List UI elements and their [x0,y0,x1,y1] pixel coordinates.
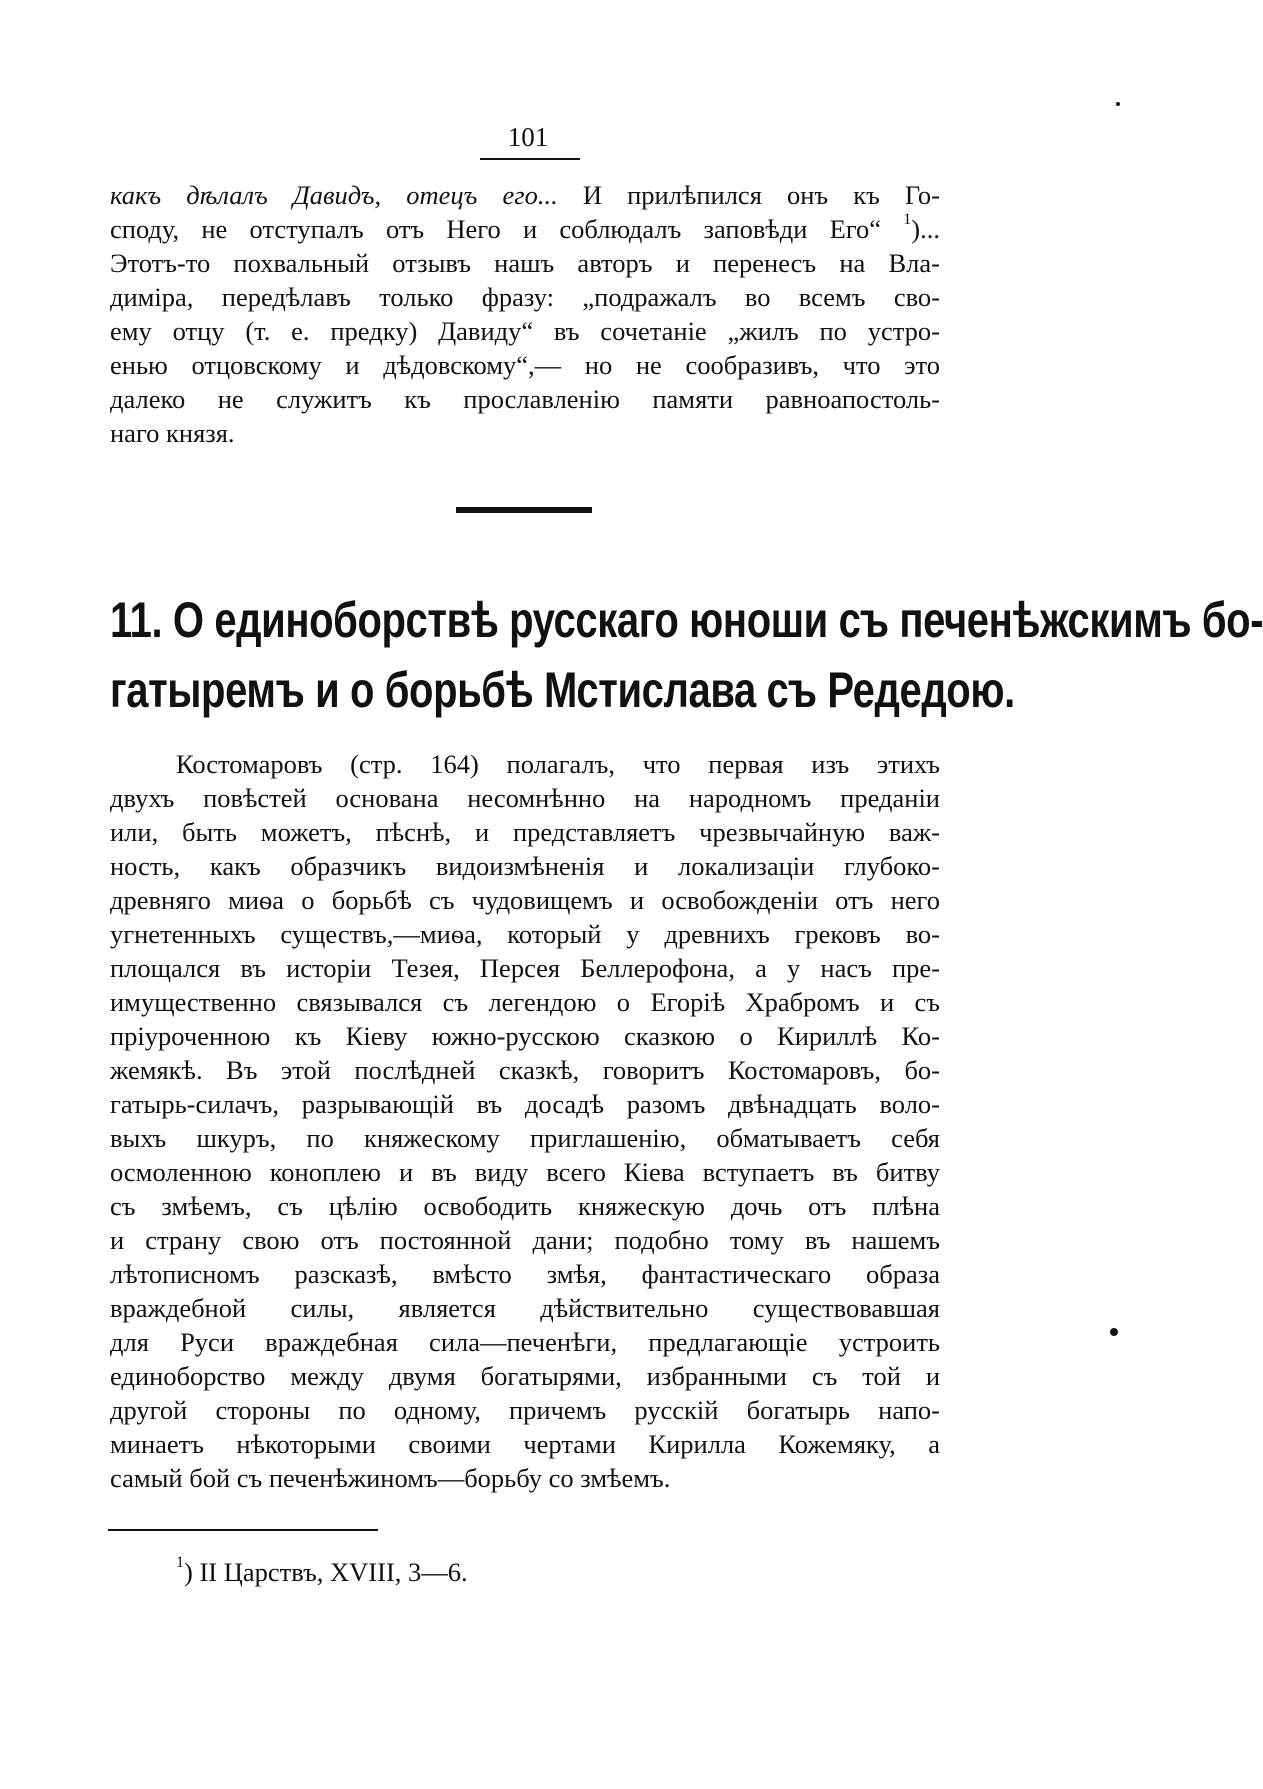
body-line: враждебной силы, является дѣйствительно существовавшая [110,1293,940,1323]
body-line: жемякѣ. Въ этой послѣдней сказкѣ, говоритъ Костомаровъ, бо- [110,1055,940,1085]
footnote-text: ) II Царствъ, XVIII, 3—6. [184,1557,468,1587]
body-line: пріуроченною къ Кіеву южно-русскою сказкою о Кириллѣ Ко- [110,1021,940,1051]
body-line: и страну свою отъ постоянной дани; подобно тому въ нашемъ [110,1225,940,1255]
body-line: самый бой съ печенѣжиномъ—борьбу со змѣемъ. [110,1463,671,1493]
body-line: древняго миѳа о борьбѣ съ чудовищемъ и освобожденіи отъ него [110,885,940,915]
footnote-rule [108,1529,378,1531]
body-line: ность, какъ образчикъ видоизмѣненія и локализаціи глубоко- [110,851,940,881]
body-line: или, быть можетъ, пѣснѣ, и представляетъ чрезвычайную важ- [110,817,940,847]
intro-line-5: ему отцу (т. е. предку) Давиду“ въ сочетаніе „жилъ по устро- [110,316,940,346]
intro-line-6: енью отцовскому и дѣдовскому“,— но не сообразивъ, что это [110,350,940,380]
body-line: другой стороны по одному, причемъ русскій богатырь напо- [110,1395,940,1425]
intro-line-2-after: )... [911,214,940,244]
intro-line-3: Этотъ-то похвальный отзывъ нашъ авторъ и перенесъ на Вла- [110,248,940,278]
intro-line-2 [110,212,940,246]
body-line: лѣтописномъ разсказѣ, вмѣсто змѣя, фантастическаго образа [110,1259,940,1289]
page-number: 101 [507,122,549,152]
section-heading-line-1: 11. О единоборствѣ русскаго юноши съ печенѣжскимъ бо- [110,592,1263,648]
body-line: осмоленною коноплею и въ виду всего Кіева вступаетъ въ битву [110,1157,940,1187]
body-line: единоборство между двумя богатырями, избранными съ той и [110,1361,940,1391]
body-line: минаетъ нѣкоторыми своими чертами Кирилла Кожемяку, а [110,1429,940,1459]
body-line: выхъ шкуръ, по княжескому приглашенію, обматываетъ себя [110,1123,940,1153]
body-line: съ змѣемъ, съ цѣлію освободить княжескую дочь отъ плѣна [110,1191,940,1221]
body-line: имущественно связывался съ легендою о Егоріѣ Храбромъ и съ [110,987,940,1017]
scan-speck [1116,102,1120,106]
intro-line-4: диміра, передѣлавъ только фразу: „подражалъ во всемъ сво- [110,282,940,312]
intro-line-2-text: споду, не отступалъ отъ Него и соблюдалъ заповѣди Его“ [110,214,904,244]
section-heading-line-2: гатыремъ и о борьбѣ Мстислава съ Редедою. [110,662,1015,718]
intro-line-1 [110,178,940,212]
body-line: угнетенныхъ существъ,—миѳа, который у древнихъ грековъ во- [110,919,940,949]
body-line: двухъ повѣстей основана несомнѣнно на народномъ преданіи [110,783,940,813]
page-number-underline [480,158,580,160]
footnote-ref: 1 [903,211,912,228]
intro-italic-quote: какъ дѣлалъ Давидъ, отецъ его... [110,180,558,210]
intro-line-7: далеко не служитъ къ прославленію памяти равноапостоль- [110,384,940,414]
body-line: для Руси враждебная сила—печенѣги, предлагающіе устроить [110,1327,940,1357]
intro-line-8: наго князя. [110,418,235,448]
body-line: гатырь-силачъ, разрывающій въ досадѣ разомъ двѣнадцать воло- [110,1089,940,1119]
body-line: Костомаровъ (стр. 164) полагалъ, что первая изъ этихъ [176,749,940,779]
footnote [176,1555,468,1589]
footnote-marker: 1 [176,1554,184,1571]
intro-line-1-rest: И прилѣпился онъ къ Го- [557,180,940,210]
scan-speck [1110,1328,1118,1336]
body-line: площался въ исторіи Тезея, Персея Беллерофона, а у насъ пре- [110,953,940,983]
section-separator [456,507,592,513]
